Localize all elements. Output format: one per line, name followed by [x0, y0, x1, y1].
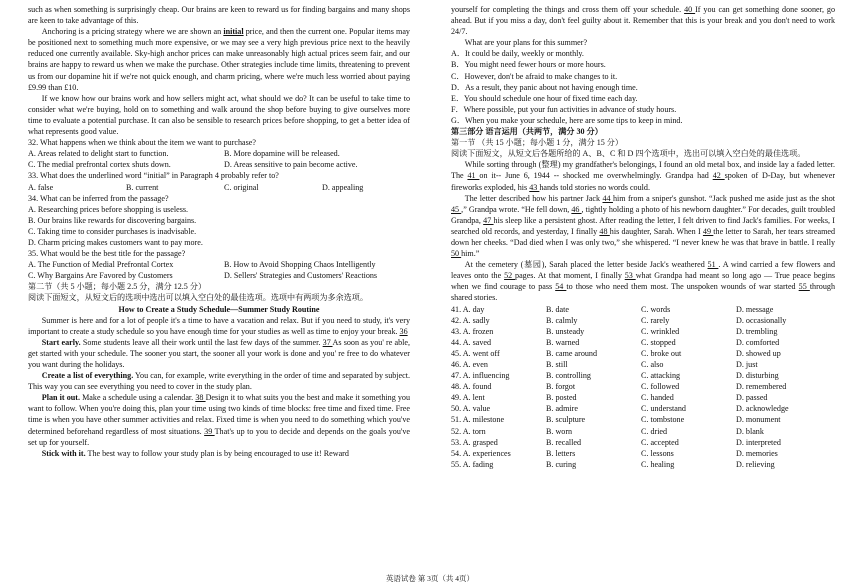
- section-2-instructions: 阅读下面短文，从短文后的选项中选出可以填入空白处的最佳选项。选项中有两项为多余选项。: [28, 293, 368, 303]
- table-cell: 43. A. frozen: [451, 326, 494, 336]
- table-cell: B. curing: [546, 459, 577, 469]
- table-cell: D. occasionally: [736, 315, 787, 325]
- table-cell: C. wrinkled: [641, 326, 680, 336]
- option-d: D. Sellers' Strategies and Customers' Reactions: [224, 271, 378, 281]
- table-cell: B. calmly: [546, 315, 578, 325]
- table-cell: C. dried: [641, 426, 668, 436]
- text-run: As soon as you' re able, get started with your schedule. The sooner you start, the sooner all your work is done and you' re free to do whatever you want during the holidays.: [28, 337, 410, 369]
- table-cell: D. showed up: [736, 348, 781, 358]
- table-cell: C. rarely: [641, 315, 670, 325]
- text-run: , tightly holding a photo of his newborn daughter.” For decades, guilt troubled Grandpa,: [451, 204, 835, 225]
- table-cell: C. accepted: [641, 437, 679, 447]
- option-b: B. More dopamine will be released.: [224, 149, 340, 159]
- option-a: A. The Function of Medial Prefrontal Cortex: [28, 260, 174, 270]
- table-cell: D. acknowledge: [736, 404, 789, 414]
- table-cell: D. comforted: [736, 337, 780, 347]
- option-c: C．However, don't be afraid to make changes to it.: [451, 71, 618, 81]
- text-run: While sorting through (整理) my grandfather's belongings, I found an old metal box, and inside lay a faded letter. The: [451, 160, 835, 181]
- paragraph-stick-with-it: [28, 448, 410, 459]
- option-d: D. appealing: [322, 182, 364, 192]
- table-row: [451, 459, 835, 470]
- table-cell: C. stopped: [641, 337, 676, 347]
- table-cell: 51. A. milestone: [451, 415, 505, 425]
- blank-38: 38: [195, 393, 206, 403]
- table-cell: D. trembling: [736, 326, 778, 336]
- blank-47: 47: [483, 215, 494, 225]
- table-row: [451, 392, 835, 403]
- q32-options-row1: [28, 148, 410, 159]
- table-cell: C. words: [641, 304, 671, 314]
- table-cell: B. controlling: [546, 371, 591, 381]
- tip-heading: Stick with it.: [41, 448, 86, 458]
- text-run: him from a sniper's gunshot. “Jack pushed me aside just as the shot: [612, 193, 835, 203]
- text-run: . A wind carried a few flowers and leaves onto the: [451, 260, 835, 281]
- blank-37: 37: [322, 337, 333, 347]
- option-b: B. Our brains like rewards for discovering bargains.: [28, 215, 197, 225]
- left-column: [28, 4, 410, 459]
- paragraph-intro: such as when something is surprisingly cheap. Our brains are keen to reward us for finding bargains and many shops are keen to take advantage of this.: [28, 5, 410, 26]
- table-cell: 54. A. experiences: [451, 448, 511, 458]
- table-cell: 44. A. saved: [451, 337, 492, 347]
- table-cell: 42. A. sadly: [451, 315, 490, 325]
- text-run: hands told stories no words could.: [539, 182, 650, 192]
- text-run: his daughter, Sarah. When I: [609, 226, 703, 236]
- text-run: At the cemetery (墓园), Sarah placed the letter beside Jack's weathered: [464, 260, 708, 270]
- table-cell: 53. A. grasped: [451, 437, 498, 447]
- table-cell: D. just: [736, 360, 758, 369]
- text-run: Summer is here and for a lot of people it's a time to have a vacation and relax. But if you need to study, it's very important to create a study schedule so you have enough time for your studies as well as time to enjoy your break.: [28, 315, 410, 336]
- text-run: Design it to what suits you the best and make it something you want to follow. When you're doing this, plan your time using two kinds of time blocks: free time and fixed time. Free time is when you have other summer activities and relax. Fixed time is when you need to do something which you've determined beforehand regardless of most situations.: [28, 393, 411, 436]
- cloze-paragraph-1: [451, 159, 835, 192]
- section-1-instructions: 阅读下面短文，从短文后各题所给的 A、B、C 和 D 四个选项中，选出可以填入空白处的最佳选项。: [451, 149, 806, 159]
- table-cell: B. still: [546, 360, 568, 369]
- table-cell: 48. A. found: [451, 382, 492, 392]
- text-run: yourself for completing the things and cross them off your schedule.: [451, 5, 685, 14]
- table-row: [451, 348, 835, 359]
- table-cell: B. admire: [546, 404, 578, 414]
- option-c: C. Why Bargains Are Favored by Customers: [28, 271, 173, 281]
- closing-question: What are your plans for this summer?: [464, 38, 588, 48]
- table-cell: 50. A. value: [451, 404, 491, 414]
- text-run: through shared stories.: [451, 282, 835, 303]
- tip-heading: Start early.: [41, 337, 81, 347]
- text-run: That's up to you to decide and depends on the goals you've set up for yourself.: [28, 426, 410, 447]
- table-cell: C. healing: [641, 459, 675, 469]
- table-cell: D. monument: [736, 415, 781, 425]
- table-row: [451, 304, 835, 315]
- table-cell: D. remembered: [736, 382, 787, 392]
- table-cell: B. worn: [546, 426, 573, 436]
- table-cell: D. blank: [736, 426, 764, 436]
- blank-52: 52: [504, 271, 516, 281]
- table-row: [451, 326, 835, 337]
- table-cell: C. understand: [641, 404, 686, 414]
- table-cell: D. passed: [736, 393, 768, 403]
- option-c: C. The medial prefrontal cortex shuts down.: [28, 160, 171, 170]
- text-run: ,” Grandpa wrote. “He fell down,: [461, 204, 572, 214]
- q33-options: [28, 182, 410, 193]
- option-c: C. original: [224, 182, 259, 192]
- passage-title: How to Create a Study Schedule—Summer Study Routine: [118, 304, 320, 314]
- table-cell: B. sculpture: [546, 415, 586, 425]
- table-cell: B. forgot: [546, 382, 576, 392]
- table-cell: D. message: [736, 304, 774, 314]
- table-cell: B. posted: [546, 393, 577, 403]
- blank-41: 41: [467, 171, 480, 181]
- blank-54: 54: [555, 282, 567, 292]
- table-cell: C. attacking: [641, 371, 681, 381]
- text-run: him.”: [461, 249, 480, 259]
- text-run: the letter to Sarah, her tears streamed down her cheeks. “Dad died when I was only two,” she whispered. “I never knew he was that brave in battle. I really: [451, 226, 836, 247]
- table-cell: 46. A. even: [451, 360, 488, 369]
- option-b: B. How to Avoid Shopping Chaos Intelligently: [224, 260, 376, 270]
- table-row: [451, 448, 835, 459]
- table-cell: 41. A. day: [451, 304, 485, 314]
- text-run: Make a schedule using a calendar.: [79, 393, 196, 403]
- paragraph-create-list: [28, 370, 410, 392]
- table-cell: C. also: [641, 360, 664, 369]
- part-3-heading: 第三部分 语言运用（共两节，满分 30 分）: [451, 127, 603, 137]
- blank-48: 48: [599, 226, 610, 236]
- paragraph-anchoring: [28, 26, 410, 93]
- table-cell: 47. A. influencing: [451, 371, 510, 381]
- paragraph-brains: If we know how our brains work and how sellers might act, what should we do? It can be useful to take time to consider what we're buying, hold on to something and walk around the shop before buying to give ourselves more time to evaluate a potential purchase. It can also be sensible to research prices before shopping, to get a better idea of what represents good value.: [28, 93, 410, 137]
- table-cell: C. broke out: [641, 348, 682, 358]
- option-e: E．You should schedule one hour of fixed time each day.: [451, 93, 638, 103]
- option-a: A. Areas related to delight start to function.: [28, 149, 169, 159]
- table-row: [451, 403, 835, 414]
- paragraph-plan-it-out: [28, 392, 410, 447]
- table-cell: 52. A. torn: [451, 426, 486, 436]
- option-f: F．Where possible, put your fun activities in advance of study hours.: [451, 104, 677, 114]
- table-cell: B. date: [546, 304, 569, 314]
- tip-heading: Plan it out.: [41, 393, 80, 403]
- question-35: 35. What would be the best title for the passage?: [28, 249, 186, 259]
- blank-36: 36: [399, 326, 408, 336]
- table-cell: B. unsteady: [546, 326, 585, 336]
- blank-45: 45: [451, 204, 462, 214]
- cloze-paragraph-2: [451, 193, 835, 260]
- table-cell: 45. A. went off: [451, 348, 500, 358]
- blank-44: 44: [602, 193, 613, 203]
- table-row: [451, 337, 835, 348]
- option-a: A. Researching prices before shopping is useless.: [28, 204, 189, 214]
- question-33: 33. What does the underlined word “initial” in Paragraph 4 probably refer to?: [28, 171, 279, 181]
- text-run: pages. At that moment, I finally: [515, 271, 625, 281]
- blank-49: 49: [702, 226, 714, 236]
- table-cell: C. lessons: [641, 448, 674, 458]
- table-cell: D. memories: [736, 448, 778, 458]
- table-cell: C. tombstone: [641, 415, 685, 425]
- tip-heading: Create a list of everything.: [41, 371, 134, 381]
- question-34: 34. What can be inferred from the passage?: [28, 193, 169, 203]
- right-column: [451, 4, 835, 470]
- table-row: [451, 426, 835, 437]
- table-cell: D. relieving: [736, 459, 775, 469]
- option-d: D. Charm pricing makes customers want to pay more.: [28, 237, 203, 247]
- table-row: [451, 315, 835, 326]
- table-cell: C. handed: [641, 393, 674, 403]
- blank-43: 43: [529, 182, 540, 192]
- table-cell: D. disturbing: [736, 371, 779, 381]
- table-row: [451, 437, 835, 448]
- underlined-word-initial: initial: [223, 27, 244, 37]
- blank-50: 50: [451, 249, 462, 259]
- table-cell: B. came around: [546, 348, 598, 358]
- paragraph-start-early: [28, 337, 410, 370]
- table-cell: B. recalled: [546, 437, 582, 447]
- blank-39: 39: [204, 426, 215, 436]
- question-32: 32. What happens when we think about the item we want to purchase?: [28, 138, 256, 148]
- blank-53: 53: [624, 271, 636, 281]
- table-cell: C. followed: [641, 382, 680, 392]
- text-run: If you can get something done sooner, go ahead. But if you miss a day, don't feel guilty about it. Remember that this is your break and you don't need to work 24/7.: [451, 5, 835, 37]
- table-cell: B. warned: [546, 337, 580, 347]
- blank-40: 40: [684, 5, 696, 14]
- blank-51: 51: [707, 260, 719, 270]
- option-c: C. Taking time to consider purchases is inadvisable.: [28, 226, 197, 236]
- table-row: [451, 414, 835, 425]
- text-run: The best way to follow your study plan is by being encouraged to use it! Reward: [85, 448, 349, 458]
- q35-options-row1: [28, 259, 410, 270]
- text-run: what Grandpa had meant so long ago — True peace begins when we find courage to pass: [451, 271, 836, 292]
- text-run: The letter described how his partner Jack: [464, 193, 603, 203]
- option-d: D．As a result, they panic about not having enough time.: [451, 82, 638, 92]
- text-run: spoken of D-Day, but whenever fireworks exploded, his: [451, 171, 836, 192]
- option-d: D. Areas sensitive to pain become active.: [224, 160, 358, 170]
- text-run: to those who need them most. The unspoken wounds of war started: [566, 282, 799, 292]
- table-row: [451, 359, 835, 370]
- table-cell: D. interpreted: [736, 437, 781, 447]
- paragraph-summer: [28, 315, 410, 337]
- section-1-heading: 第一节 （共 15 小题；每小题 1 分，满分 15 分）: [451, 138, 623, 148]
- q35-options-row2: [28, 270, 410, 281]
- table-row: [451, 370, 835, 381]
- text-run: You can, for example, write everything in the order of time and separated by subject. This way you can see everything you need to cover in the study plan.: [28, 371, 410, 392]
- option-a: A．It could be daily, weekly or monthly.: [451, 49, 584, 59]
- table-row: [451, 381, 835, 392]
- cloze-options-table: [451, 304, 835, 470]
- cloze-paragraph-3: [451, 259, 835, 303]
- blank-55: 55: [798, 282, 810, 292]
- table-cell: B. letters: [546, 448, 576, 458]
- option-g: G．When you make your schedule, here are some tips to keep in mind.: [451, 115, 683, 125]
- section-2-heading: 第二节（共 5 小题；每小题 2.5 分，满分 12.5 分）: [28, 282, 207, 292]
- text-run: Some students leave all their work until the last few days of the summer.: [80, 337, 323, 347]
- page-footer: 英语试卷 第 3页（共 4页）: [385, 574, 475, 583]
- q32-options-row2: [28, 159, 410, 170]
- option-b: B. current: [126, 182, 159, 192]
- text-run: Anchoring is a pricing strategy where we are shown an: [41, 27, 224, 37]
- option-b: B．You might need fewer hours or more hours.: [451, 60, 606, 70]
- blank-46: 46: [571, 204, 582, 214]
- blank-42: 42: [712, 171, 725, 181]
- text-run: his sleep like a persistent ghost. After reading the letter, I felt driven to find Jack's families. For weeks, I searched old records, and yesterday, I finally: [451, 215, 835, 236]
- text-run: on it-- June 6, 1944 -- shocked me overwhelmingly. Grandpa had: [479, 171, 713, 181]
- text-run: price, and then the current one. Popular items may be positioned next to something much more expensive, or we may see a very high previous price next to the heavily reduced one currently available. Sky-high anchor prices can make unreasonably high actual prices seem fair, and our brains are happy to reward us when we make the purchase. Other strategies include time limits, threatening to prevent us from our dopamine hit if we're not quick enough, and charm pricing, where we're much less worried about paying £9.99 than £10.: [28, 27, 410, 92]
- table-cell: 49. A. lent: [451, 393, 485, 403]
- option-a: A. false: [28, 182, 54, 192]
- paragraph-reward: [451, 4, 835, 37]
- table-cell: 55. A. fading: [451, 459, 494, 469]
